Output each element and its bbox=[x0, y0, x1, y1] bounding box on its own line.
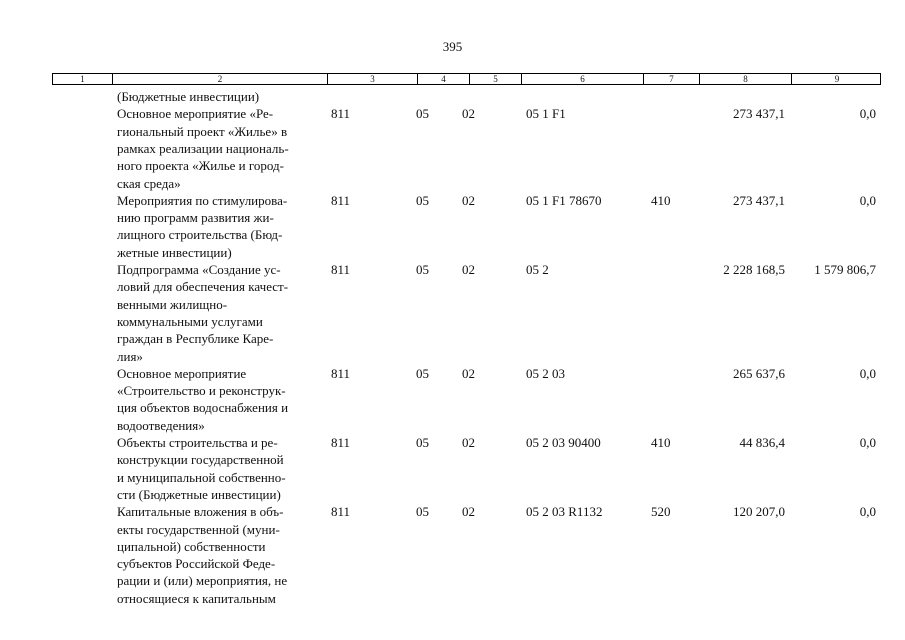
header-cell-7: 7 bbox=[643, 73, 699, 85]
cell-target-article: 05 2 bbox=[526, 262, 549, 277]
description-line: венными жилищно- bbox=[117, 296, 228, 312]
description-line: субъектов Российской Феде- bbox=[117, 556, 276, 572]
description-line: екты государственной (муни- bbox=[117, 521, 280, 537]
description-line: Капитальные вложения в объ- bbox=[117, 504, 284, 520]
description-line: Объекты строительства и ре- bbox=[117, 435, 278, 450]
cell-expense-type: 520 bbox=[651, 504, 671, 520]
page-number: 395 bbox=[442, 39, 463, 54]
cell-amount-1: 273 437,1 bbox=[733, 106, 785, 122]
cell-amount-1: 273 437,1 bbox=[733, 192, 785, 208]
description-line: гиональный проект «Жилье» в bbox=[117, 123, 288, 139]
table-header bbox=[52, 73, 881, 85]
cell-subsection: 02 bbox=[462, 504, 475, 520]
description-line: относящиеся к капитальным bbox=[117, 590, 276, 606]
cell-amount-2: 0,0 bbox=[859, 192, 876, 208]
description-line: ция объектов водоснабжения и bbox=[117, 400, 289, 416]
cell-grbs: 811 bbox=[331, 192, 351, 208]
cell-section: 05 bbox=[416, 106, 429, 122]
description-line: жетные инвестиции) bbox=[117, 244, 232, 260]
cell-subsection: 02 bbox=[462, 192, 475, 208]
description-line: Мероприятия по стимулирова- bbox=[117, 192, 288, 208]
cell-section: 05 bbox=[416, 365, 429, 381]
cell-target-article: 05 2 03 90400 bbox=[526, 435, 601, 450]
cell-target-article: 05 2 03 bbox=[526, 365, 565, 381]
description-line: Основное мероприятие bbox=[117, 365, 247, 381]
header-cell-5: 5 bbox=[469, 73, 521, 85]
description-line: «Строительство и реконструк- bbox=[117, 383, 286, 399]
header-cell-9: 9 bbox=[791, 73, 882, 85]
description-line: конструкции государственной bbox=[117, 452, 284, 468]
description-line: ципальной) собственности bbox=[117, 538, 266, 554]
cell-subsection: 02 bbox=[462, 106, 475, 122]
cell-amount-1: 120 207,0 bbox=[733, 504, 785, 520]
cell-grbs: 811 bbox=[331, 504, 351, 520]
cell-amount-2: 1 579 806,7 bbox=[814, 262, 876, 277]
header-cell-6: 6 bbox=[521, 73, 643, 85]
description-line: (Бюджетные инвестиции) bbox=[117, 89, 260, 104]
cell-section: 05 bbox=[416, 435, 429, 450]
description-line: и муниципальной собственно- bbox=[117, 469, 286, 485]
header-cell-3: 3 bbox=[327, 73, 417, 85]
cell-subsection: 02 bbox=[462, 435, 475, 450]
description-line: рамках реализации националь- bbox=[117, 140, 289, 156]
cell-target-article: 05 1 F1 bbox=[526, 106, 566, 122]
description-line: ская среда» bbox=[117, 175, 181, 191]
cell-grbs: 811 bbox=[331, 435, 351, 450]
cell-section: 05 bbox=[416, 192, 429, 208]
description-line: рации и (или) мероприятия, не bbox=[117, 573, 288, 589]
description-line: водоотведения» bbox=[117, 417, 205, 433]
description-line: нию программ развития жи- bbox=[117, 210, 274, 226]
cell-amount-2: 0,0 bbox=[859, 504, 876, 520]
cell-subsection: 02 bbox=[462, 262, 475, 277]
cell-grbs: 811 bbox=[331, 106, 351, 122]
header-cell-4: 4 bbox=[417, 73, 469, 85]
cell-section: 05 bbox=[416, 262, 429, 277]
cell-amount-1: 44 836,4 bbox=[739, 435, 785, 450]
cell-target-article: 05 1 F1 78670 bbox=[526, 192, 602, 208]
cell-expense-type: 410 bbox=[651, 435, 671, 450]
description-line: граждан в Республике Каре- bbox=[117, 331, 274, 347]
cell-target-article: 05 2 03 R1132 bbox=[526, 504, 603, 520]
description-line: лищного строительства (Бюд- bbox=[117, 227, 283, 243]
cell-amount-2: 0,0 bbox=[859, 106, 876, 122]
cell-grbs: 811 bbox=[331, 262, 351, 277]
cell-section: 05 bbox=[416, 504, 429, 520]
description-line: коммунальными услугами bbox=[117, 313, 263, 329]
header-cell-8: 8 bbox=[699, 73, 791, 85]
cell-subsection: 02 bbox=[462, 365, 475, 381]
cell-grbs: 811 bbox=[331, 365, 351, 381]
description-line: Подпрограмма «Создание ус- bbox=[117, 262, 281, 277]
description-line: лия» bbox=[117, 348, 143, 364]
description-line: ловий для обеспечения качест- bbox=[117, 279, 289, 295]
description-line: ного проекта «Жилье и город- bbox=[117, 158, 284, 174]
cell-amount-2: 0,0 bbox=[859, 365, 876, 381]
header-cell-2: 2 bbox=[112, 73, 327, 85]
description-line: сти (Бюджетные инвестиции) bbox=[117, 486, 281, 502]
header-cell-1: 1 bbox=[80, 74, 85, 84]
cell-amount-1: 265 637,6 bbox=[733, 365, 785, 381]
description-line: Основное мероприятие «Ре- bbox=[117, 106, 274, 122]
cell-expense-type: 410 bbox=[651, 192, 671, 208]
cell-amount-1: 2 228 168,5 bbox=[723, 262, 785, 277]
cell-amount-2: 0,0 bbox=[859, 435, 876, 450]
